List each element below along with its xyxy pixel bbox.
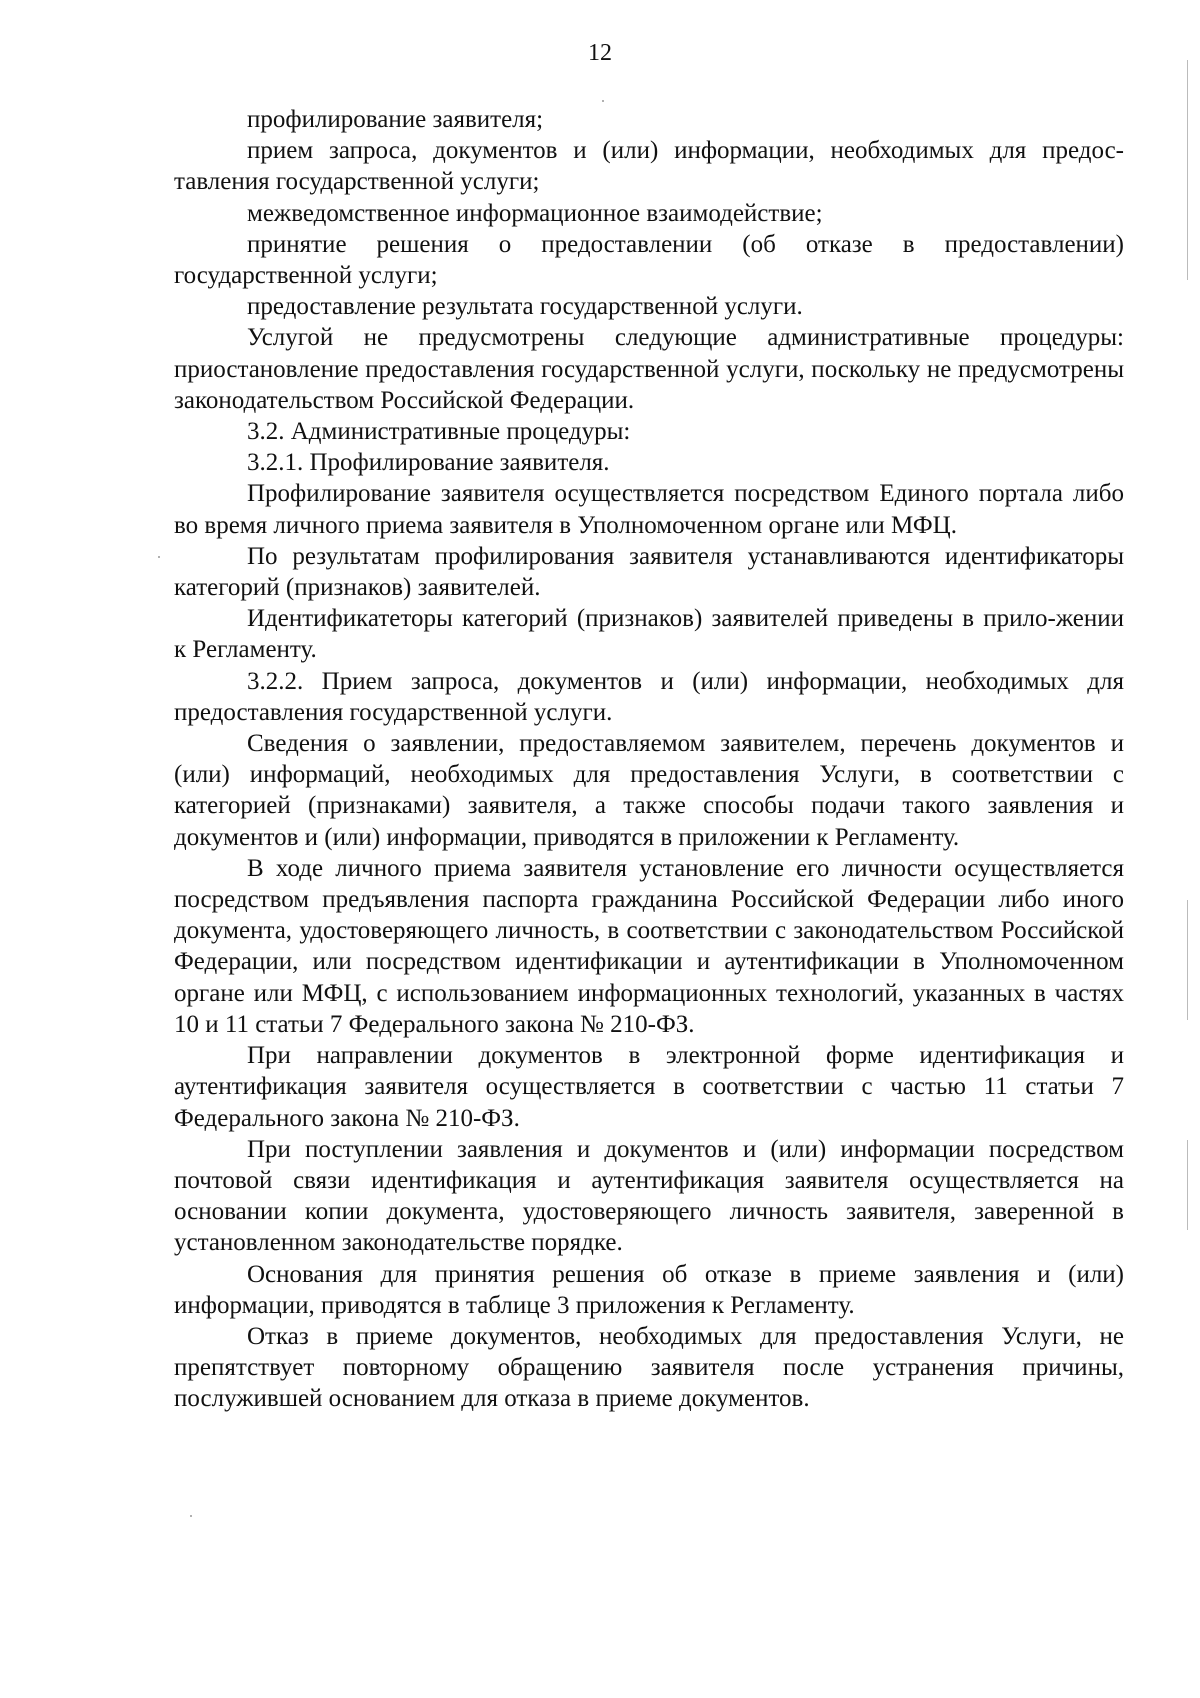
paragraph-14: В ходе личного приема заявителя установление его личности осуществляется посредством предъявления паспорта гражданина Российской Федерации либо иного документа, удостоверяющего личность, в соответствии с законодательством Российской Федерации, или посредством идентификации и аутентификации в Уполномоченном органе или МФЦ, с использованием информационных технологий, указанных в частях 10 и 11 статьи 7 Федерального закона № 210-ФЗ. [174, 854, 1124, 1038]
scan-speck [190, 1515, 192, 1517]
paragraph-1: профилирование заявителя; [247, 106, 544, 133]
paragraph-2: прием запроса, документов и (или) информации, необходимых для предос-тавления государственной услуги; [174, 137, 1124, 196]
scan-edge-mark [1187, 900, 1188, 1020]
paragraph-8: 3.2.1. Профилирование заявителя. [247, 449, 610, 477]
paragraph-18: Отказ в приеме документов, необходимых для предоставления Услуги, не препятствует повторному обращению заявителя после устранения причины, послужившей основанием для отказа в приеме документов. [174, 1322, 1124, 1413]
page-number: 12 [588, 40, 612, 66]
paragraph-12: 3.2.2. Прием запроса, документов и (или) информации, необходимых для предоставления государственной услуги. [174, 667, 1124, 726]
scan-edge-mark [1187, 1140, 1188, 1230]
paragraph-3: межведомственное информационное взаимодействие; [247, 199, 823, 227]
paragraph-16: При поступлении заявления и документов и (или) информации посредством почтовой связи идентификация и аутентификация заявителя осуществляется на основании копии документа, удостоверяющего личность заявителя, заверенной в установленном законодательстве порядке. [174, 1135, 1124, 1257]
scan-speck [602, 100, 604, 102]
paragraph-13: Сведения о заявлении, предоставляемом заявителем, перечень документов и (или) информаций, необходимых для предоставления Услуги, в соответствии с категорией (признаками) заявителя, а также способы подачи такого заявления и документов и (или) информации, приводятся в приложении к Регламенту. [174, 730, 1124, 851]
paragraph-11: Идентификатеторы категорий (признаков) заявителей приведены в прило-жении к Регламенту. [174, 605, 1124, 664]
document-body [174, 104, 1124, 1415]
paragraph-7: 3.2. Административные процедуры: [247, 418, 631, 446]
paragraph-4: принятие решения о предоставлении (об отказе в предоставлении) государственной услуги; [174, 230, 1124, 290]
paragraph-9: Профилирование заявителя осуществляется посредством Единого портала либо во время личного приема заявителя в Уполномоченном органе или МФЦ. [174, 480, 1124, 539]
paragraph-10: По результатам профилирования заявителя устанавливаются идентификаторы категорий (признаков) заявителей. [174, 542, 1124, 602]
paragraph-17: Основания для принятия решения об отказе в приеме заявления и (или) информации, приводятся в таблице 3 приложения к Регламенту. [174, 1260, 1124, 1319]
paragraph-5: предоставление результата государственной услуги. [247, 293, 803, 321]
scan-speck [158, 556, 160, 558]
paragraph-15: При направлении документов в электронной форме идентификация и аутентификация заявителя осуществляется в соответствии с частью 11 статьи 7 Федерального закона № 210-ФЗ. [174, 1042, 1124, 1132]
paragraph-6: Услугой не предусмотрены следующие административные процедуры: приостановление предоставления государственной услуги, поскольку не предусмотрены законодательством Российской Федерации. [174, 324, 1124, 414]
scan-edge-mark [1187, 60, 1188, 280]
